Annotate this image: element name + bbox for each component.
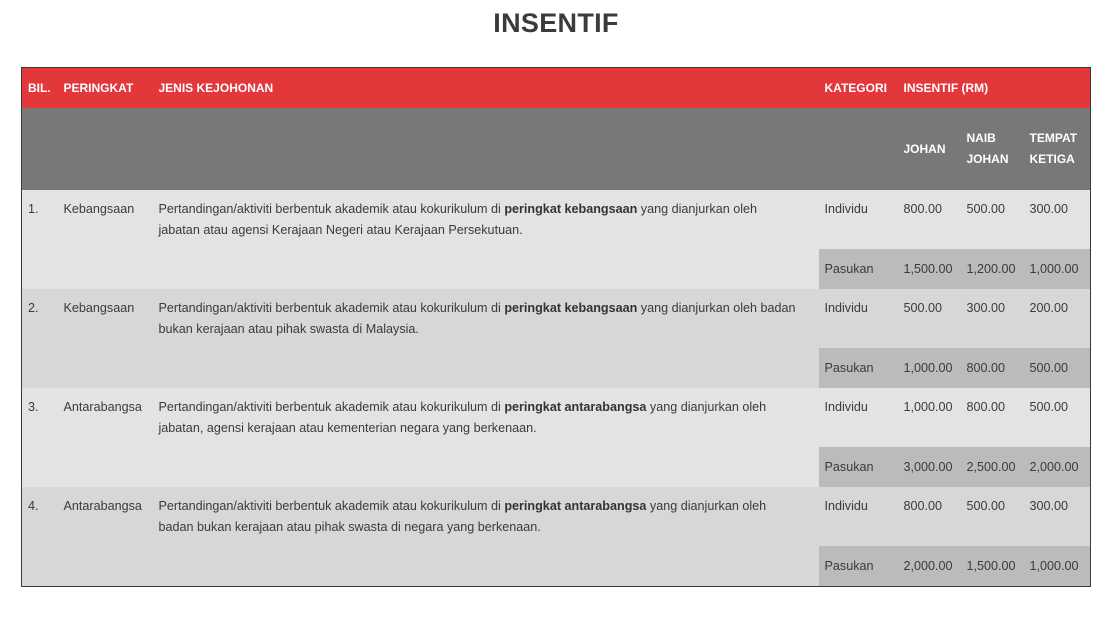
desc-text: yang dianjurkan oleh badan bukan kerajaan atau pihak swasta di negara yang berkenaan.	[158, 499, 767, 534]
naib-johan-value: 2,500.00	[961, 447, 1024, 487]
naib-johan-value: 1,500.00	[961, 546, 1024, 587]
desc-text: Pertandingan/aktiviti berbentuk akademik atau kokurikulum di	[158, 202, 505, 216]
kategori-individu: Individu	[819, 190, 898, 249]
row-description	[153, 190, 819, 289]
table-body	[22, 190, 1091, 587]
johan-value: 1,000.00	[898, 388, 961, 447]
table-row	[22, 190, 1091, 249]
row-peringkat: Kebangsaan	[58, 190, 153, 289]
naib-johan-value: 800.00	[961, 388, 1024, 447]
subheader-row	[22, 108, 1091, 190]
row-description	[153, 388, 819, 487]
row-peringkat: Kebangsaan	[58, 289, 153, 388]
tempat-ketiga-value: 300.00	[1024, 487, 1091, 546]
row-bil: 2.	[22, 289, 58, 388]
kategori-individu: Individu	[819, 388, 898, 447]
kategori-pasukan: Pasukan	[819, 546, 898, 587]
naib-johan-value: 500.00	[961, 190, 1024, 249]
johan-value: 2,000.00	[898, 546, 961, 587]
row-bil: 3.	[22, 388, 58, 487]
row-peringkat: Antarabangsa	[58, 388, 153, 487]
desc-text: Pertandingan/aktiviti berbentuk akademik atau kokurikulum di	[158, 499, 505, 513]
subheader-empty	[58, 108, 153, 190]
kategori-individu: Individu	[819, 289, 898, 348]
desc-text: yang dianjurkan oleh badan bukan kerajaan atau pihak swasta di Malaysia.	[158, 301, 796, 336]
johan-value: 1,500.00	[898, 249, 961, 289]
table-row	[22, 289, 1091, 348]
desc-emphasis: peringkat antarabangsa	[504, 499, 647, 513]
subheader-empty	[22, 108, 58, 190]
row-description	[153, 487, 819, 587]
tempat-ketiga-value: 1,000.00	[1024, 249, 1091, 289]
kategori-pasukan: Pasukan	[819, 348, 898, 388]
naib-johan-value: 800.00	[961, 348, 1024, 388]
table-row	[22, 487, 1091, 546]
incentive-table	[21, 67, 1091, 587]
subheader-empty	[153, 108, 819, 190]
desc-text: yang dianjurkan oleh jabatan atau agensi Kerajaan Negeri atau Kerajaan Persekutuan.	[158, 202, 758, 237]
naib-johan-value: 1,200.00	[961, 249, 1024, 289]
johan-value: 1,000.00	[898, 348, 961, 388]
header-insentif: INSENTIF (RM)	[898, 68, 1091, 109]
header-peringkat: PERINGKAT	[58, 68, 153, 109]
tempat-ketiga-value: 2,000.00	[1024, 447, 1091, 487]
johan-value: 3,000.00	[898, 447, 961, 487]
row-description	[153, 289, 819, 388]
tempat-ketiga-value: 200.00	[1024, 289, 1091, 348]
row-peringkat: Antarabangsa	[58, 487, 153, 587]
johan-value: 800.00	[898, 190, 961, 249]
header-bil: BIL.	[22, 68, 58, 109]
header-johan: JOHAN	[898, 108, 961, 190]
desc-emphasis: peringkat kebangsaan	[504, 202, 638, 216]
header-kategori: KATEGORI	[819, 68, 898, 109]
desc-text: yang dianjurkan oleh jabatan, agensi kerajaan atau kementerian negara yang berkenaan.	[158, 400, 767, 435]
johan-value: 500.00	[898, 289, 961, 348]
tempat-ketiga-value: 300.00	[1024, 190, 1091, 249]
row-bil: 4.	[22, 487, 58, 587]
kategori-pasukan: Pasukan	[819, 447, 898, 487]
desc-emphasis: peringkat antarabangsa	[504, 400, 647, 414]
naib-johan-value: 500.00	[961, 487, 1024, 546]
page-title: INSENTIF	[493, 8, 619, 38]
header-jenis: JENIS KEJOHONAN	[153, 68, 819, 109]
header-naib-johan: NAIB JOHAN	[961, 108, 1024, 190]
table-row	[22, 388, 1091, 447]
desc-text: Pertandingan/aktiviti berbentuk akademik atau kokurikulum di	[158, 400, 505, 414]
row-bil: 1.	[22, 190, 58, 289]
header-row	[22, 68, 1091, 109]
desc-emphasis: peringkat kebangsaan	[504, 301, 638, 315]
header-tempat-ketiga: TEMPAT KETIGA	[1024, 108, 1091, 190]
kategori-individu: Individu	[819, 487, 898, 546]
tempat-ketiga-value: 500.00	[1024, 348, 1091, 388]
desc-text: Pertandingan/aktiviti berbentuk akademik atau kokurikulum di	[158, 301, 505, 315]
subheader-empty	[819, 108, 898, 190]
naib-johan-value: 300.00	[961, 289, 1024, 348]
tempat-ketiga-value: 1,000.00	[1024, 546, 1091, 587]
kategori-pasukan: Pasukan	[819, 249, 898, 289]
johan-value: 800.00	[898, 487, 961, 546]
tempat-ketiga-value: 500.00	[1024, 388, 1091, 447]
